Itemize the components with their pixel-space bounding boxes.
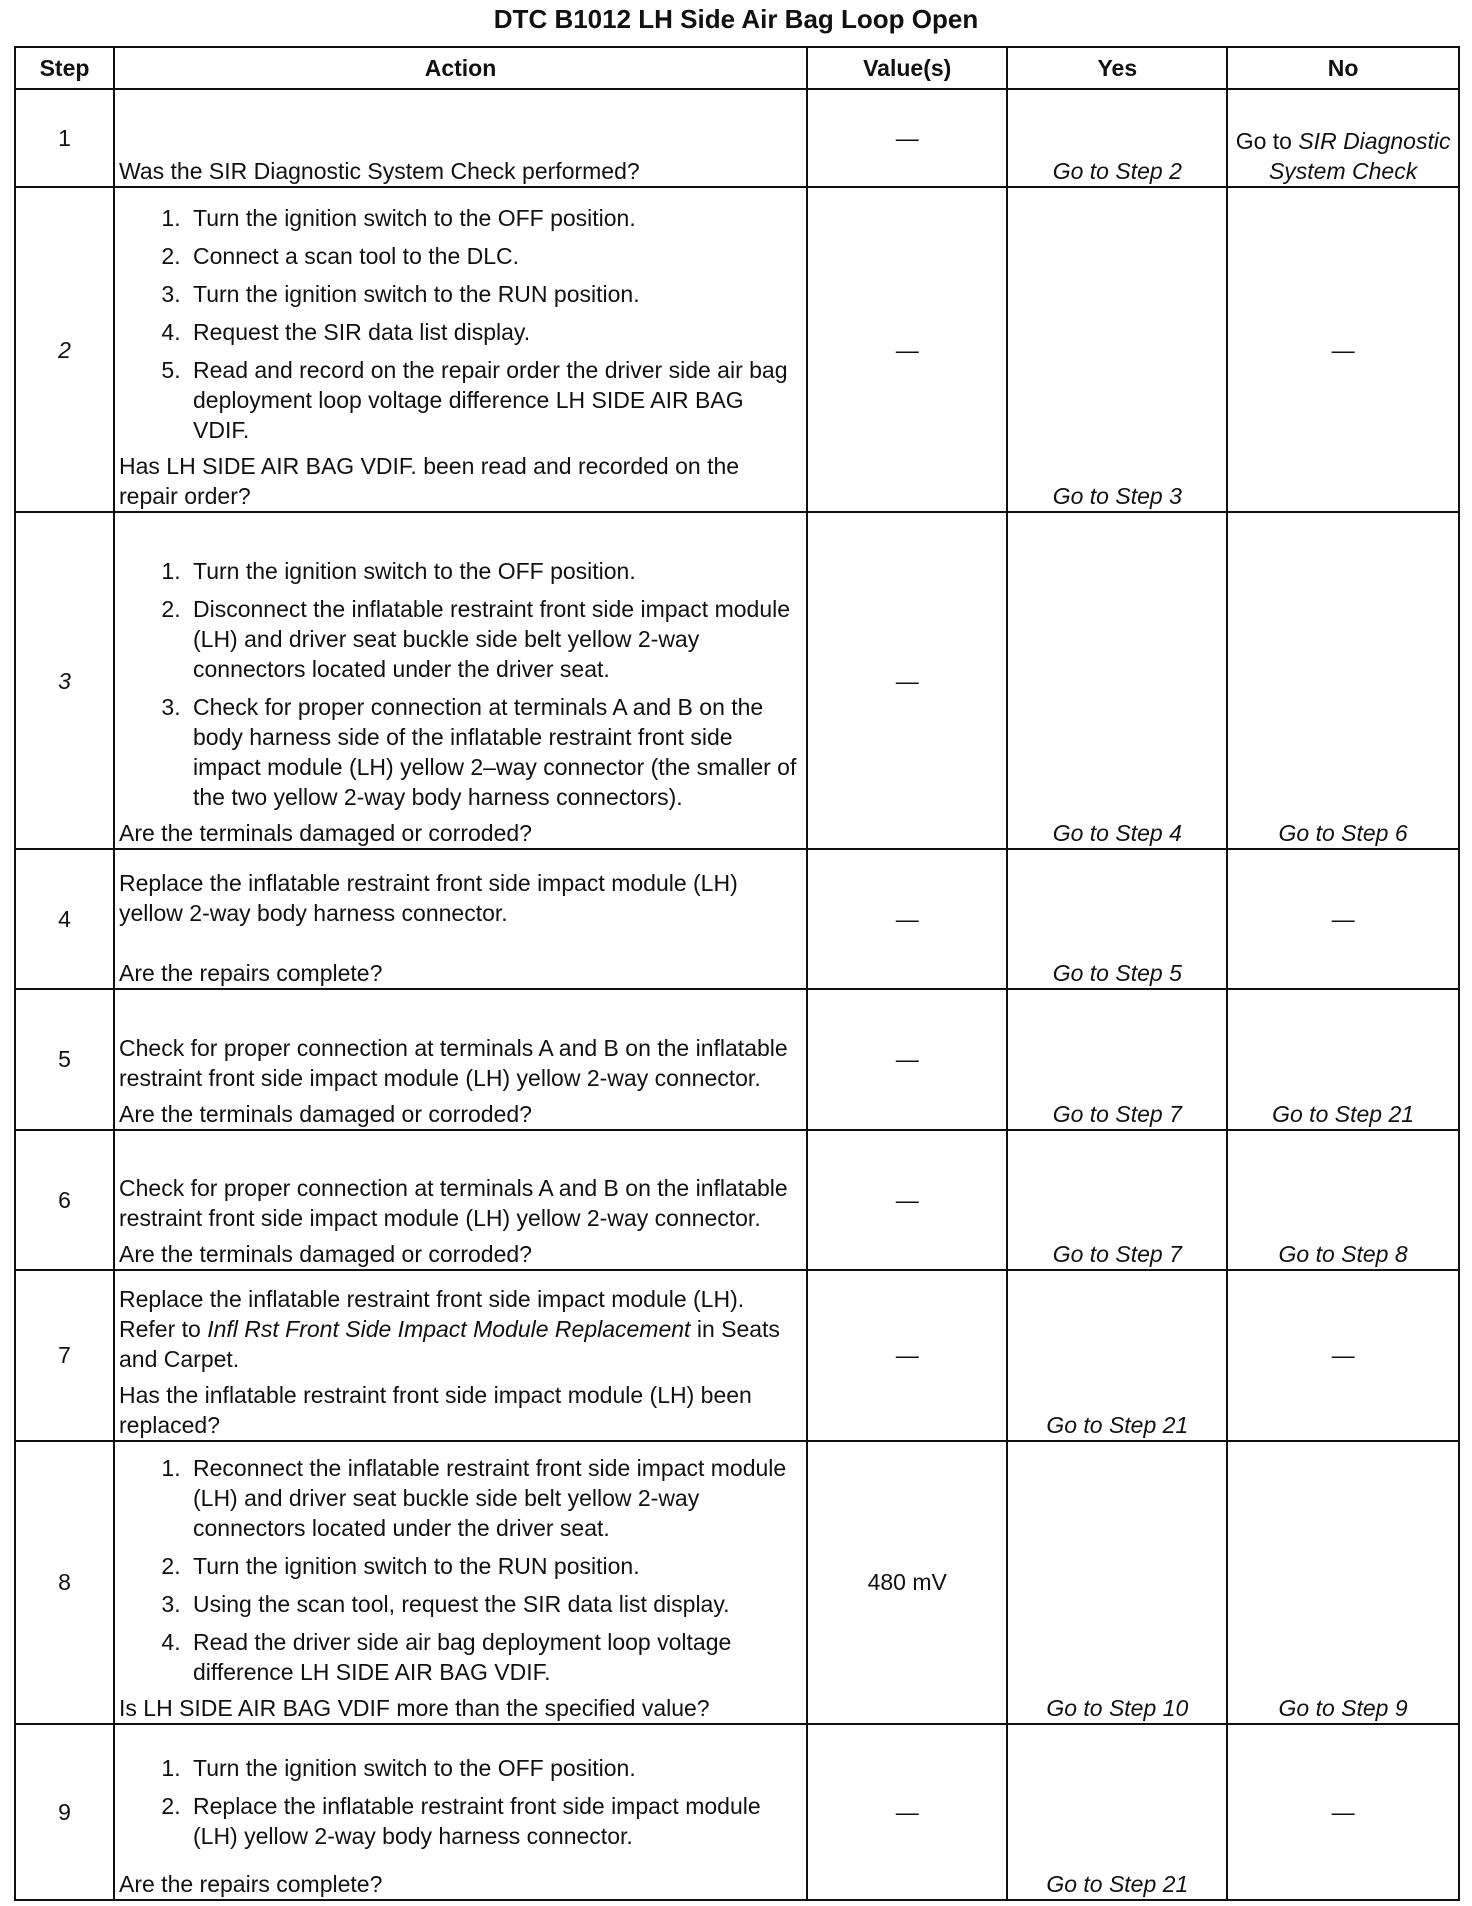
yes-cell: Go to Step 21 [1007,1270,1227,1441]
table-header-row [15,47,1459,89]
action-question: Was the SIR Diagnostic System Check performed? [119,158,640,185]
action-question: Are the terminals damaged or corroded? [119,820,532,847]
yes-cell: Go to Step 21 [1007,1724,1227,1900]
yes-cell: Go to Step 3 [1007,187,1227,512]
header-values: Value(s) [807,47,1007,89]
no-cell: — [1227,1270,1459,1441]
action-step: 4. Read the driver side air bag deployment loop voltage difference LH SIDE AIR BAG VDIF. [187,1627,802,1687]
value-cell: 480 mV [807,1441,1007,1724]
no-prefix: Go to [1235,128,1292,155]
action-step: 5. Read and record on the repair order the driver side air bag deployment loop voltage difference LH SIDE AIR BAG VDIF. [187,355,802,445]
value-cell: — [807,1130,1007,1270]
step-number: 3 [15,512,114,849]
no-cell: — [1227,187,1459,512]
no-cell: Go to Step 8 [1227,1130,1459,1270]
action-reference: Infl Rst Front Side Impact Module Replacement [207,1315,691,1342]
table-row [15,187,1459,512]
table-row [15,1441,1459,1724]
table-row [15,89,1459,187]
action-text: Replace the inflatable restraint front side impact module (LH) yellow 2-way body harness connector. [119,870,738,927]
yes-cell: Go to Step 4 [1007,512,1227,849]
value-cell: — [807,1270,1007,1441]
step-number: 6 [15,1130,114,1270]
step-number: 9 [15,1724,114,1900]
yes-cell: Go to Step 7 [1007,989,1227,1129]
table-row [15,989,1459,1129]
action-steps [119,203,802,445]
no-reference: SIR Diagnostic System Check [1268,128,1451,185]
action-text: Check for proper connection at terminals A and B on the inflatable restraint front side impact module (LH) yellow 2-way connector. [119,1174,788,1231]
action-steps [119,556,802,812]
action-step: 2. Disconnect the inflatable restraint front side impact module (LH) and driver seat buckle side belt yellow 2-way connectors located under the driver seat. [187,594,802,684]
action-question: Are the terminals damaged or corroded? [119,1100,532,1127]
action-cell [114,187,807,512]
step-number: 5 [15,989,114,1129]
action-question: Are the repairs complete? [119,1871,383,1897]
table-row [15,512,1459,849]
no-cell: Go to Step 6 [1227,512,1459,849]
action-step: 4. Request the SIR data list display. [187,317,802,347]
value-cell: — [807,187,1007,512]
diagnostic-table [14,46,1460,1901]
step-number: 1 [15,89,114,187]
action-step: 1. Reconnect the inflatable restraint front side impact module (LH) and driver seat buckle side belt yellow 2-way connectors located under the driver seat. [187,1453,802,1543]
action-question: Are the terminals damaged or corroded? [119,1240,532,1267]
value-cell: — [807,89,1007,187]
no-cell: Go to Step 9 [1227,1441,1459,1724]
action-text-b: in Seats and Carpet. [119,1315,780,1372]
table-row [15,1724,1459,1900]
yes-cell: Go to Step 2 [1007,89,1227,187]
step-number: 8 [15,1441,114,1724]
header-yes: Yes [1007,47,1227,89]
action-cell [114,512,807,849]
action-steps [119,1453,802,1687]
value-cell: — [807,1724,1007,1900]
no-cell [1227,89,1459,187]
header-action: Action [114,47,807,89]
header-step: Step [15,47,114,89]
action-cell [114,1130,807,1270]
action-step: 3. Check for proper connection at terminals A and B on the body harness side of the inflatable restraint front side impact module (LH) yellow 2–way connector (the smaller of the two yellow 2-way body harness connectors). [187,692,802,812]
action-cell [114,1724,807,1900]
action-question: Are the repairs complete? [119,960,383,987]
action-text [119,1284,802,1374]
no-cell: — [1227,1724,1459,1900]
action-text-a: Replace the inflatable restraint front side impact module (LH). Refer to [119,1285,745,1342]
no-cell: Go to Step 21 [1227,989,1459,1129]
yes-cell: Go to Step 10 [1007,1441,1227,1724]
action-step: 1. Turn the ignition switch to the OFF position. [187,1753,802,1783]
page-title: DTC B1012 LH Side Air Bag Loop Open [493,4,979,34]
action-cell [114,1441,807,1724]
action-step: 3. Turn the ignition switch to the RUN position. [187,279,802,309]
step-number: 7 [15,1270,114,1441]
action-step: 2. Turn the ignition switch to the RUN position. [187,1551,802,1581]
action-step: 1. Turn the ignition switch to the OFF position. [187,556,802,586]
action-cell [114,1270,807,1441]
action-text: Check for proper connection at terminals A and B on the inflatable restraint front side impact module (LH) yellow 2-way connector. [119,1034,788,1091]
value-cell: — [807,989,1007,1129]
step-number: 4 [15,849,114,989]
action-question: Is LH SIDE AIR BAG VDIF more than the specified value? [119,1694,710,1721]
step-number: 2 [15,187,114,512]
action-steps [119,1753,802,1851]
yes-cell: Go to Step 5 [1007,849,1227,989]
action-cell [114,989,807,1129]
action-question: Has the inflatable restraint front side impact module (LH) been replaced? [119,1381,752,1438]
value-cell: — [807,512,1007,849]
value-cell: — [807,849,1007,989]
action-question: Has LH SIDE AIR BAG VDIF. been read and recorded on the repair order? [119,453,740,510]
table-row [15,1130,1459,1270]
action-cell [114,849,807,989]
yes-cell: Go to Step 7 [1007,1130,1227,1270]
action-cell [114,89,807,187]
no-cell: — [1227,849,1459,989]
table-row [15,849,1459,989]
table-row [15,1270,1459,1441]
header-no: No [1227,47,1459,89]
action-step: 2. Replace the inflatable restraint front side impact module (LH) yellow 2-way body harness connector. [187,1791,802,1851]
action-step: 1. Turn the ignition switch to the OFF position. [187,203,802,233]
action-step: 3. Using the scan tool, request the SIR data list display. [187,1589,802,1619]
action-step: 2. Connect a scan tool to the DLC. [187,241,802,271]
